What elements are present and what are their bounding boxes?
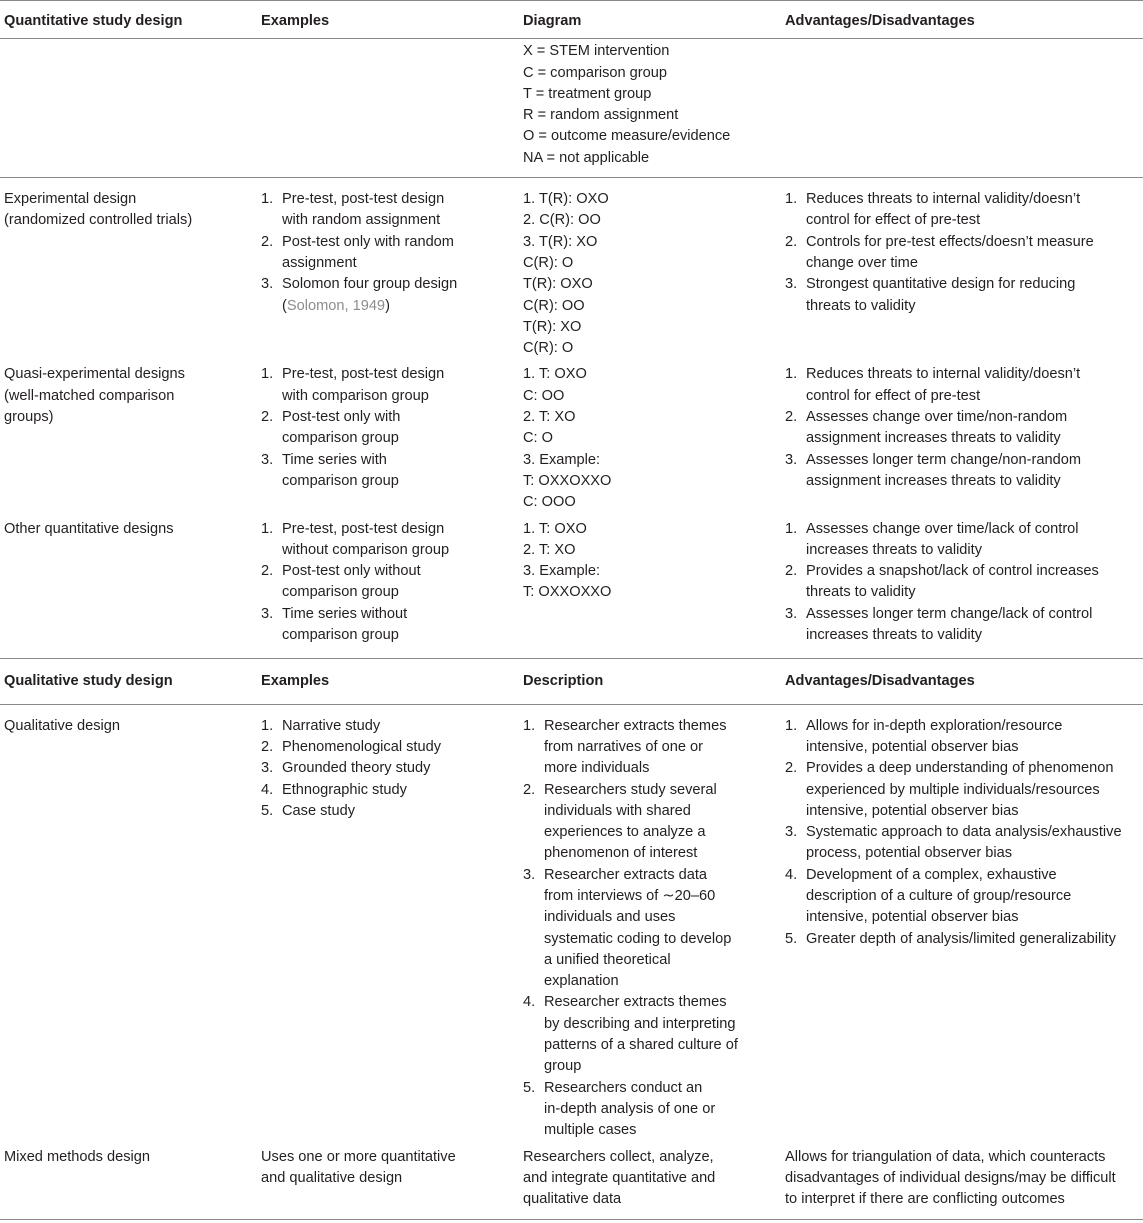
advantages-list (785, 364, 1143, 513)
diagram-cell: 1. T: OXO C: OO 2. T: XO C: O 3. Example: T: OXXOXXO C: OOO (523, 366, 612, 511)
legend-item: O = outcome measure/evidence (523, 128, 731, 145)
table-row (0, 178, 1143, 359)
header-study-design: Qualitative study design (4, 673, 173, 690)
list-item: 2. Assesses change over time/non-random assignment increases threats to validity (785, 409, 1068, 447)
list-item: 1. Assesses change over time/lack of control increases threats to validity (785, 520, 1079, 558)
advantages-list (785, 716, 1143, 1142)
header-description: Description (523, 673, 604, 690)
examples-list (261, 364, 523, 513)
examples-list (261, 189, 523, 359)
list-item: 5. Greater depth of analysis/limited generalizability (785, 930, 1116, 947)
list-item: 5. Researchers conduct an in-depth analysis of one or multiple cases (523, 1079, 716, 1139)
list-item: 1. Pre-test, post-test design with comparison group (261, 366, 445, 404)
qualitative-header-row (0, 659, 1143, 703)
list-item: 1. Allows for in-depth exploration/resource intensive, potential observer bias (785, 717, 1063, 755)
diagram-cell: 1. T: OXO 2. T: XO 3. Example: T: OXXOXXO (523, 520, 612, 601)
list-item: 3. Solomon four group design (Solomon, 1949) (261, 276, 458, 314)
design-name: Mixed methods design (4, 1148, 151, 1165)
list-item: 1. Researcher extracts themes from narratives of one or more individuals (523, 717, 727, 777)
header-examples: Examples (261, 13, 330, 29)
list-item: 5. Case study (261, 802, 356, 819)
examples-list (261, 519, 523, 647)
description-list (523, 716, 785, 1142)
list-item: 2. Researchers study several individuals with shared experiences to analyze a phenomenon of interest (523, 781, 717, 862)
description-text: Researchers collect, analyze, and integrate quantitative and qualitative data (523, 1148, 716, 1208)
header-study-design: Quantitative study design (4, 13, 183, 29)
bottom-rule (0, 1219, 1143, 1220)
header-diagram: Diagram (523, 13, 582, 29)
list-item: 3. Grounded theory study (261, 760, 431, 777)
legend-item: T = treatment group (523, 85, 652, 102)
design-name: Experimental design (randomized controlled trials) (4, 191, 193, 229)
list-item: 2. Post-test only with comparison group (261, 409, 401, 447)
list-item: 2. Controls for pre-test effects/doesn’t measure change over time (785, 233, 1094, 271)
list-item: 1. Reduces threats to internal validity/doesn’t control for effect of pre-test (785, 191, 1081, 229)
list-item: 2. Post-test only with random assignment (261, 233, 454, 271)
list-item: 1. Pre-test, post-test design without comparison group (261, 520, 450, 558)
list-item: 2. Phenomenological study (261, 738, 442, 755)
advantages-text: Allows for triangulation of data, which counteracts disadvantages of individual designs/may be difficult to interpret if there are conflicting outcomes (785, 1148, 1116, 1208)
list-item: 3. Assesses longer term change/non-random assignment increases threats to validity (785, 451, 1081, 489)
examples-text: Uses one or more quantitative and qualitative design (261, 1148, 456, 1186)
list-item: 3. Assesses longer term change/lack of control increases threats to validity (785, 605, 1093, 644)
table-row (0, 705, 1143, 1142)
legend-row (0, 39, 1143, 177)
list-item: 1. Pre-test, post-test design with random assignment (261, 191, 445, 229)
table-row (0, 1142, 1143, 1220)
list-item: 4. Ethnographic study (261, 781, 407, 798)
diagram-cell: 1. T(R): OXO 2. C(R): OO 3. T(R): XO C(R): O T(R): OXO C(R): OO T(R): XO C(R): O (523, 191, 609, 357)
examples-list (261, 716, 523, 1142)
diagram-legend (523, 41, 785, 169)
citation-link[interactable]: Solomon, 1949 (286, 297, 386, 314)
list-item: 2. Provides a deep understanding of phenomenon experienced by multiple individuals/resources intensive, potential observer bias (785, 760, 1114, 819)
list-item: 3. Systematic approach to data analysis/exhaustive process, potential observer bias (785, 824, 1122, 862)
list-item: 2. Post-test only without comparison group (261, 563, 421, 601)
list-item: 3. Researcher extracts data from interviews of ∼20–60 individuals and uses systematic coding to develop a unified theoretical explanation (523, 866, 732, 990)
header-advantages: Advantages/Disadvantages (785, 13, 975, 29)
legend-item: R = random assignment (523, 107, 679, 124)
list-item: 1. Reduces threats to internal validity/doesn’t control for effect of pre-test (785, 366, 1081, 404)
header-advantages: Advantages/Disadvantages (785, 673, 975, 690)
list-item: 3. Strongest quantitative design for reducing threats to validity (785, 276, 1076, 314)
list-item: 3. Time series without comparison group (261, 605, 408, 644)
design-name: Other quantitative designs (4, 520, 174, 537)
header-examples: Examples (261, 673, 330, 690)
legend-item: C = comparison group (523, 64, 667, 81)
legend-item: X = STEM intervention (523, 43, 670, 60)
list-item: 1. Narrative study (261, 717, 381, 734)
table-row (0, 514, 1143, 659)
list-item: 4. Researcher extracts themes by describing and interpreting patterns of a shared culture of group (523, 994, 738, 1075)
advantages-list (785, 189, 1143, 359)
list-item: 4. Development of a complex, exhaustive description of a culture of group/resource intensive, potential observer bias (785, 866, 1072, 926)
design-name: Quasi-experimental designs (well-matched comparison groups) (4, 366, 185, 426)
advantages-list (785, 519, 1143, 647)
table-row (0, 359, 1143, 513)
legend-item: NA = not applicable (523, 149, 650, 166)
list-item: 3. Time series with comparison group (261, 451, 399, 489)
list-item: 2. Provides a snapshot/lack of control increases threats to validity (785, 563, 1099, 601)
quantitative-header-row (0, 1, 1143, 38)
design-name: Qualitative design (4, 717, 121, 734)
